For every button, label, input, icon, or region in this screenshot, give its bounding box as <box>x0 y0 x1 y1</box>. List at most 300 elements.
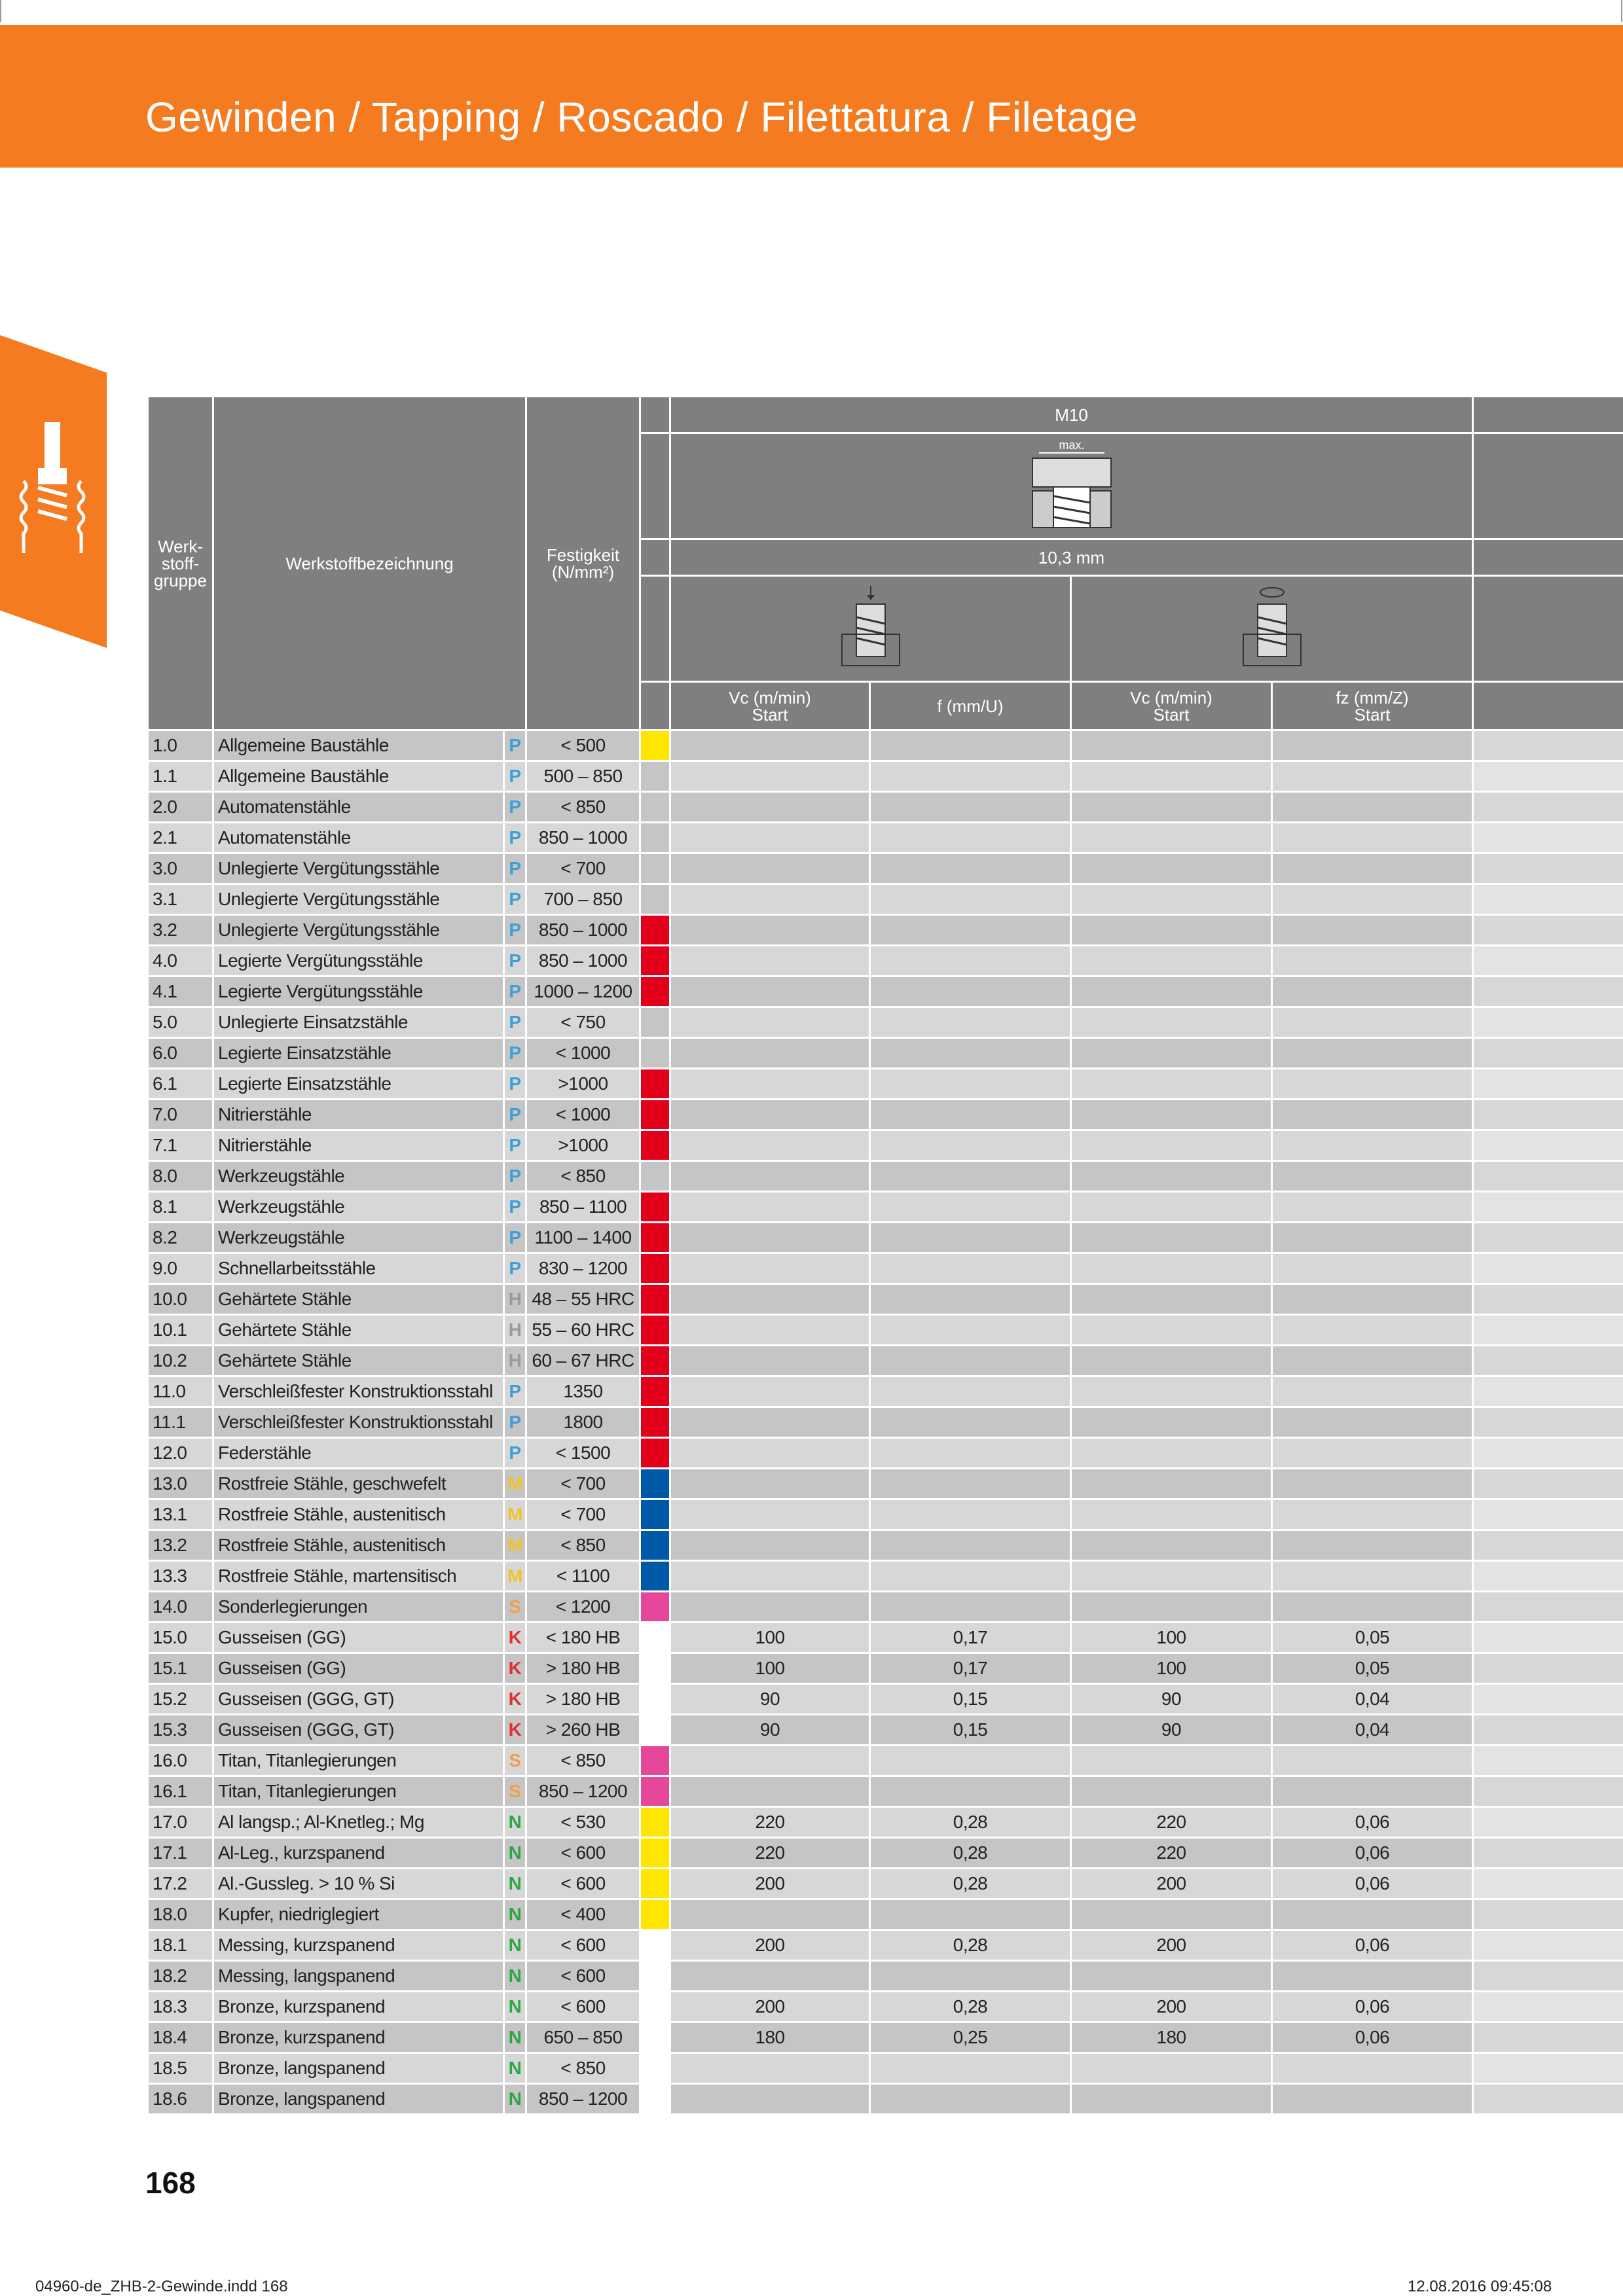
vc-rotary-value <box>1071 1069 1272 1100</box>
table-row <box>148 1746 1623 1776</box>
vc-axial-value: 220 <box>670 1838 870 1869</box>
extra-column-cell <box>1473 977 1623 1007</box>
table-row <box>148 1869 1623 1899</box>
feed-value <box>870 1130 1071 1161</box>
iso-group-letter: N <box>504 1992 526 2022</box>
table-row <box>148 1807 1623 1838</box>
extra-column-cell <box>1473 1007 1623 1038</box>
feed-value <box>870 1161 1071 1192</box>
tool-color-swatch <box>640 1530 670 1561</box>
feed-value <box>870 823 1071 853</box>
vc-rotary-value <box>1071 1561 1272 1592</box>
table-row <box>148 1684 1623 1715</box>
material-group-number: 15.0 <box>148 1623 213 1653</box>
vc-rotary-value <box>1071 1130 1272 1161</box>
tap-thread-icon <box>18 422 90 553</box>
fz-value <box>1272 1100 1473 1130</box>
tool-color-swatch <box>640 1623 670 1653</box>
table-row <box>148 1499 1623 1530</box>
feed-value <box>870 915 1071 946</box>
material-name: Gusseisen (GGG, GT) <box>213 1715 504 1746</box>
material-group-number: 16.0 <box>148 1746 213 1776</box>
tool-color-swatch <box>640 1469 670 1499</box>
fz-value <box>1272 1284 1473 1315</box>
extra-column-cell <box>1473 1499 1623 1530</box>
table-row <box>148 1776 1623 1807</box>
iso-group-letter: P <box>504 1007 526 1038</box>
material-name: Gusseisen (GG) <box>213 1653 504 1684</box>
material-name: Gehärtete Stähle <box>213 1315 504 1346</box>
tool-color-swatch <box>640 823 670 853</box>
iso-group-letter: P <box>504 1376 526 1407</box>
tool-color-swatch <box>640 853 670 884</box>
material-name: Unlegierte Vergütungsstähle <box>213 853 504 884</box>
fz-value <box>1272 1561 1473 1592</box>
vc-axial-value <box>670 1776 870 1807</box>
vc-rotary-value: 200 <box>1071 1930 1272 1961</box>
iso-group-letter: N <box>504 1930 526 1961</box>
material-group-number: 15.1 <box>148 1653 213 1684</box>
strength-value: < 600 <box>526 1869 640 1899</box>
strength-value: > 180 HB <box>526 1653 640 1684</box>
feed-value <box>870 730 1071 761</box>
iso-group-letter: N <box>504 1807 526 1838</box>
iso-group-letter: K <box>504 1684 526 1715</box>
iso-group-letter: H <box>504 1315 526 1346</box>
material-name: Werkzeugstähle <box>213 1192 504 1223</box>
extra-column-cell <box>1473 1807 1623 1838</box>
strength-value: 60 – 67 HRC <box>526 1346 640 1376</box>
footer-file-info: 04960-de_ZHB-2-Gewinde.indd 168 <box>35 2278 288 2295</box>
material-name: Verschleißfester Konstruktionsstahl <box>213 1376 504 1407</box>
fz-value <box>1272 977 1473 1007</box>
feed-value <box>870 1284 1071 1315</box>
feed-value <box>870 1315 1071 1346</box>
tool-color-swatch <box>640 792 670 823</box>
vc-rotary-value <box>1071 1315 1272 1346</box>
material-name: Werkzeugstähle <box>213 1223 504 1253</box>
tap-rotary-icon <box>1239 584 1305 670</box>
vc-rotary-value <box>1071 1746 1272 1776</box>
cutting-data-table <box>147 395 1623 2115</box>
vc-axial-value <box>670 2084 870 2115</box>
tool-color-swatch <box>640 1776 670 1807</box>
iso-group-letter: N <box>504 1899 526 1930</box>
vc-axial-value <box>670 1315 870 1346</box>
iso-group-letter: H <box>504 1346 526 1376</box>
extra-column-cell <box>1473 792 1623 823</box>
material-group-number: 14.0 <box>148 1592 213 1623</box>
material-group-number: 12.0 <box>148 1438 213 1469</box>
feed-value: 0,15 <box>870 1715 1071 1746</box>
fz-value <box>1272 853 1473 884</box>
table-row <box>148 1592 1623 1623</box>
table-row <box>148 1161 1623 1192</box>
fz-value <box>1272 1376 1473 1407</box>
strength-value: 1350 <box>526 1376 640 1407</box>
strength-value: < 500 <box>526 730 640 761</box>
material-name: Bronze, langspanend <box>213 2084 504 2115</box>
crop-mark-right <box>1621 0 1622 22</box>
material-name: Sonderlegierungen <box>213 1592 504 1623</box>
header-swatch-top <box>640 397 670 433</box>
material-name: Legierte Einsatzstähle <box>213 1069 504 1100</box>
material-name: Automatenstähle <box>213 823 504 853</box>
fz-value <box>1272 1407 1473 1438</box>
vc-rotary-value <box>1071 1253 1272 1284</box>
table-row <box>148 1346 1623 1376</box>
table-row <box>148 1069 1623 1100</box>
iso-group-letter: P <box>504 853 526 884</box>
iso-group-letter: M <box>504 1499 526 1530</box>
vc-axial-value <box>670 1223 870 1253</box>
vc-axial-value <box>670 1038 870 1069</box>
material-group-number: 8.1 <box>148 1192 213 1223</box>
fz-value <box>1272 1038 1473 1069</box>
table-row <box>148 946 1623 977</box>
extra-column-cell <box>1473 1469 1623 1499</box>
material-group-number: 8.2 <box>148 1223 213 1253</box>
feed-value <box>870 2053 1071 2084</box>
extra-column-cell <box>1473 1100 1623 1130</box>
strength-value: < 1000 <box>526 1038 640 1069</box>
tool-color-swatch <box>640 1407 670 1438</box>
material-name: Werkzeugstähle <box>213 1161 504 1192</box>
extra-column-cell <box>1473 1715 1623 1746</box>
material-name: Schnellarbeitsstähle <box>213 1253 504 1284</box>
vc-rotary-value <box>1071 1223 1272 1253</box>
table-row <box>148 977 1623 1007</box>
extra-column-cell <box>1473 1899 1623 1930</box>
fz-value <box>1272 1776 1473 1807</box>
strength-value: < 750 <box>526 1007 640 1038</box>
table-row <box>148 2022 1623 2053</box>
strength-value: < 400 <box>526 1899 640 1930</box>
tool-color-swatch <box>640 1746 670 1776</box>
strength-value: < 530 <box>526 1807 640 1838</box>
header-size: M10 <box>670 397 1473 433</box>
table-row <box>148 730 1623 761</box>
header-strength: Festigkeit (N/mm²) <box>526 397 640 730</box>
strength-value: >1000 <box>526 1069 640 1100</box>
vc-rotary-value <box>1071 1038 1272 1069</box>
iso-group-letter: P <box>504 977 526 1007</box>
strength-value: < 700 <box>526 853 640 884</box>
strength-value: 830 – 1200 <box>526 1253 640 1284</box>
vc-axial-value: 180 <box>670 2022 870 2053</box>
tool-color-swatch <box>640 1930 670 1961</box>
vc-rotary-value <box>1071 915 1272 946</box>
material-name: Al langsp.; Al-Knetleg.; Mg <box>213 1807 504 1838</box>
fz-value <box>1272 915 1473 946</box>
iso-group-letter: S <box>504 1746 526 1776</box>
table-row <box>148 2084 1623 2115</box>
extra-column-cell <box>1473 1038 1623 1069</box>
extra-column-cell <box>1473 1992 1623 2022</box>
vc-rotary-value <box>1071 1007 1272 1038</box>
header-f: f (mm/U) <box>870 682 1071 730</box>
feed-value <box>870 884 1071 915</box>
feed-value <box>870 761 1071 792</box>
material-group-number: 3.1 <box>148 884 213 915</box>
material-name: Automatenstähle <box>213 792 504 823</box>
iso-group-letter: N <box>504 2053 526 2084</box>
fz-value: 0,06 <box>1272 1838 1473 1869</box>
iso-group-letter: P <box>504 792 526 823</box>
table-row <box>148 1899 1623 1930</box>
iso-group-letter: P <box>504 1253 526 1284</box>
material-group-number: 17.2 <box>148 1869 213 1899</box>
page-title: Gewinden / Tapping / Roscado / Filettatura / Filetage <box>145 94 1138 141</box>
iso-group-letter: K <box>504 1623 526 1653</box>
extra-column-cell <box>1473 1223 1623 1253</box>
vc-axial-value <box>670 1499 870 1530</box>
material-name: Rostfreie Stähle, austenitisch <box>213 1530 504 1561</box>
iso-group-letter: P <box>504 1038 526 1069</box>
fz-value <box>1272 946 1473 977</box>
fz-value <box>1272 1069 1473 1100</box>
vc-rotary-value <box>1071 1776 1272 1807</box>
vc-rotary-value <box>1071 1592 1272 1623</box>
strength-value: 850 – 1100 <box>526 1192 640 1223</box>
tool-color-swatch <box>640 1499 670 1530</box>
feed-value <box>870 2084 1071 2115</box>
extra-column-cell <box>1473 1376 1623 1407</box>
material-group-number: 10.1 <box>148 1315 213 1346</box>
vc-rotary-value <box>1071 2084 1272 2115</box>
strength-value: < 700 <box>526 1469 640 1499</box>
table-row <box>148 1376 1623 1407</box>
strength-value: 500 – 850 <box>526 761 640 792</box>
vc-rotary-value <box>1071 730 1272 761</box>
vc-rotary-value: 90 <box>1071 1684 1272 1715</box>
fz-value: 0,04 <box>1272 1684 1473 1715</box>
extra-column-cell <box>1473 1653 1623 1684</box>
header-extra-5 <box>1473 682 1623 730</box>
vc-rotary-value <box>1071 1100 1272 1130</box>
vc-axial-value <box>670 884 870 915</box>
table-row <box>148 1623 1623 1653</box>
vc-axial-value <box>670 1161 870 1192</box>
vc-rotary-value <box>1071 1346 1272 1376</box>
material-group-number: 6.1 <box>148 1069 213 1100</box>
table-row <box>148 761 1623 792</box>
header-extra-3 <box>1473 539 1623 576</box>
vc-axial-value <box>670 1284 870 1315</box>
material-group-number: 9.0 <box>148 1253 213 1284</box>
material-group-number: 17.0 <box>148 1807 213 1838</box>
vc-rotary-value <box>1071 1161 1272 1192</box>
material-group-number: 15.3 <box>148 1715 213 1746</box>
iso-group-letter: M <box>504 1530 526 1561</box>
table-row <box>148 1407 1623 1438</box>
extra-column-cell <box>1473 1192 1623 1223</box>
strength-value: < 850 <box>526 1161 640 1192</box>
table-row <box>148 1315 1623 1346</box>
table-row <box>148 1992 1623 2022</box>
iso-group-letter: S <box>504 1776 526 1807</box>
fz-value: 0,05 <box>1272 1653 1473 1684</box>
fz-value: 0,06 <box>1272 1930 1473 1961</box>
vc-rotary-value <box>1071 1961 1272 1992</box>
iso-group-letter: N <box>504 1869 526 1899</box>
feed-value <box>870 853 1071 884</box>
feed-value <box>870 1253 1071 1284</box>
vc-rotary-value <box>1071 1407 1272 1438</box>
extra-column-cell <box>1473 1530 1623 1561</box>
extra-column-cell <box>1473 1161 1623 1192</box>
tool-color-swatch <box>640 1038 670 1069</box>
strength-value: < 180 HB <box>526 1623 640 1653</box>
vc-axial-value <box>670 1592 870 1623</box>
strength-value: 850 – 1000 <box>526 915 640 946</box>
vc-axial-value: 90 <box>670 1715 870 1746</box>
strength-value: 48 – 55 HRC <box>526 1284 640 1315</box>
strength-value: >1000 <box>526 1130 640 1161</box>
tool-color-swatch <box>640 1869 670 1899</box>
material-name: Nitrierstähle <box>213 1130 504 1161</box>
vc-axial-value <box>670 730 870 761</box>
fz-value <box>1272 1899 1473 1930</box>
material-name: Gusseisen (GGG, GT) <box>213 1684 504 1715</box>
tapping-axial-figure <box>670 576 1071 682</box>
iso-group-letter: N <box>504 2022 526 2053</box>
extra-column-cell <box>1473 2053 1623 2084</box>
table-row <box>148 1930 1623 1961</box>
vc-axial-value: 100 <box>670 1653 870 1684</box>
strength-value: 1800 <box>526 1407 640 1438</box>
vc-rotary-value: 200 <box>1071 1869 1272 1899</box>
extra-column-cell <box>1473 853 1623 884</box>
tool-color-swatch <box>640 884 670 915</box>
extra-column-cell <box>1473 1069 1623 1100</box>
extra-column-cell <box>1473 1592 1623 1623</box>
fz-value: 0,06 <box>1272 2022 1473 2053</box>
fz-value <box>1272 1161 1473 1192</box>
strength-value: < 600 <box>526 1930 640 1961</box>
material-group-number: 18.4 <box>148 2022 213 2053</box>
vc-axial-value: 200 <box>670 1930 870 1961</box>
vc-axial-value <box>670 1961 870 1992</box>
header-extra-2 <box>1473 433 1623 539</box>
material-group-number: 2.1 <box>148 823 213 853</box>
material-group-number: 13.1 <box>148 1499 213 1530</box>
tool-color-swatch <box>640 946 670 977</box>
fz-value <box>1272 1253 1473 1284</box>
material-name: Legierte Vergütungsstähle <box>213 946 504 977</box>
fz-value <box>1272 1746 1473 1776</box>
feed-value: 0,15 <box>870 1684 1071 1715</box>
strength-value: 1100 – 1400 <box>526 1223 640 1253</box>
feed-value <box>870 1346 1071 1376</box>
material-name: Federstähle <box>213 1438 504 1469</box>
tool-color-swatch <box>640 1007 670 1038</box>
extra-column-cell <box>1473 1346 1623 1376</box>
header-material-name: Werkstoffbezeichnung <box>213 397 526 730</box>
header-swatch-5 <box>640 682 670 730</box>
fz-value <box>1272 1438 1473 1469</box>
vc-axial-value <box>670 1100 870 1130</box>
feed-value <box>870 1961 1071 1992</box>
vc-axial-value <box>670 761 870 792</box>
extra-column-cell <box>1473 823 1623 853</box>
iso-group-letter: P <box>504 1130 526 1161</box>
iso-group-letter: P <box>504 946 526 977</box>
table-row <box>148 1530 1623 1561</box>
material-name: Legierte Einsatzstähle <box>213 1038 504 1069</box>
header-swatch-2 <box>640 433 670 539</box>
table-row <box>148 1007 1623 1038</box>
tool-color-swatch <box>640 1223 670 1253</box>
feed-value <box>870 1438 1071 1469</box>
tool-color-swatch <box>640 2084 670 2115</box>
iso-group-letter: N <box>504 1838 526 1869</box>
material-group-number: 16.1 <box>148 1776 213 1807</box>
fz-value <box>1272 823 1473 853</box>
vc-rotary-value: 200 <box>1071 1992 1272 2022</box>
tool-color-swatch <box>640 1684 670 1715</box>
extra-column-cell <box>1473 1684 1623 1715</box>
table-row <box>148 2053 1623 2084</box>
vc-axial-value: 220 <box>670 1807 870 1838</box>
strength-value: 850 – 1000 <box>526 946 640 977</box>
fz-value: 0,06 <box>1272 1869 1473 1899</box>
fz-value <box>1272 730 1473 761</box>
material-group-number: 10.0 <box>148 1284 213 1315</box>
feed-value <box>870 1561 1071 1592</box>
material-name: Al-Leg., kurzspanend <box>213 1838 504 1869</box>
vc-rotary-value <box>1071 792 1272 823</box>
material-group-number: 10.2 <box>148 1346 213 1376</box>
tool-color-swatch <box>640 1192 670 1223</box>
material-name: Gusseisen (GG) <box>213 1623 504 1653</box>
table-row <box>148 1715 1623 1746</box>
feed-value <box>870 1407 1071 1438</box>
header-extra-4 <box>1473 576 1623 682</box>
iso-group-letter: P <box>504 1069 526 1100</box>
fz-value: 0,06 <box>1272 1992 1473 2022</box>
material-name: Allgemeine Baustähle <box>213 761 504 792</box>
strength-value: 850 – 1200 <box>526 2084 640 2115</box>
fz-value: 0,04 <box>1272 1715 1473 1746</box>
material-name: Unlegierte Vergütungsstähle <box>213 915 504 946</box>
iso-group-letter: M <box>504 1561 526 1592</box>
tool-color-swatch <box>640 2022 670 2053</box>
header-diameter: 10,3 mm <box>670 539 1473 576</box>
material-group-number: 11.0 <box>148 1376 213 1407</box>
table-row <box>148 1438 1623 1469</box>
iso-group-letter: S <box>504 1592 526 1623</box>
header-extra-top <box>1473 397 1623 433</box>
table-row <box>148 853 1623 884</box>
tool-color-swatch <box>640 1838 670 1869</box>
material-name: Nitrierstähle <box>213 1100 504 1130</box>
vc-rotary-value <box>1071 1530 1272 1561</box>
feed-value <box>870 1592 1071 1623</box>
feed-value: 0,17 <box>870 1653 1071 1684</box>
feed-value <box>870 1746 1071 1776</box>
extra-column-cell <box>1473 1869 1623 1899</box>
vc-axial-value <box>670 823 870 853</box>
material-name: Kupfer, niedriglegiert <box>213 1899 504 1930</box>
extra-column-cell <box>1473 730 1623 761</box>
material-group-number: 7.0 <box>148 1100 213 1130</box>
strength-value: 700 – 850 <box>526 884 640 915</box>
table-row <box>148 1192 1623 1223</box>
strength-value: < 600 <box>526 1838 640 1869</box>
vc-axial-value <box>670 1007 870 1038</box>
header-swatch-3 <box>640 539 670 576</box>
